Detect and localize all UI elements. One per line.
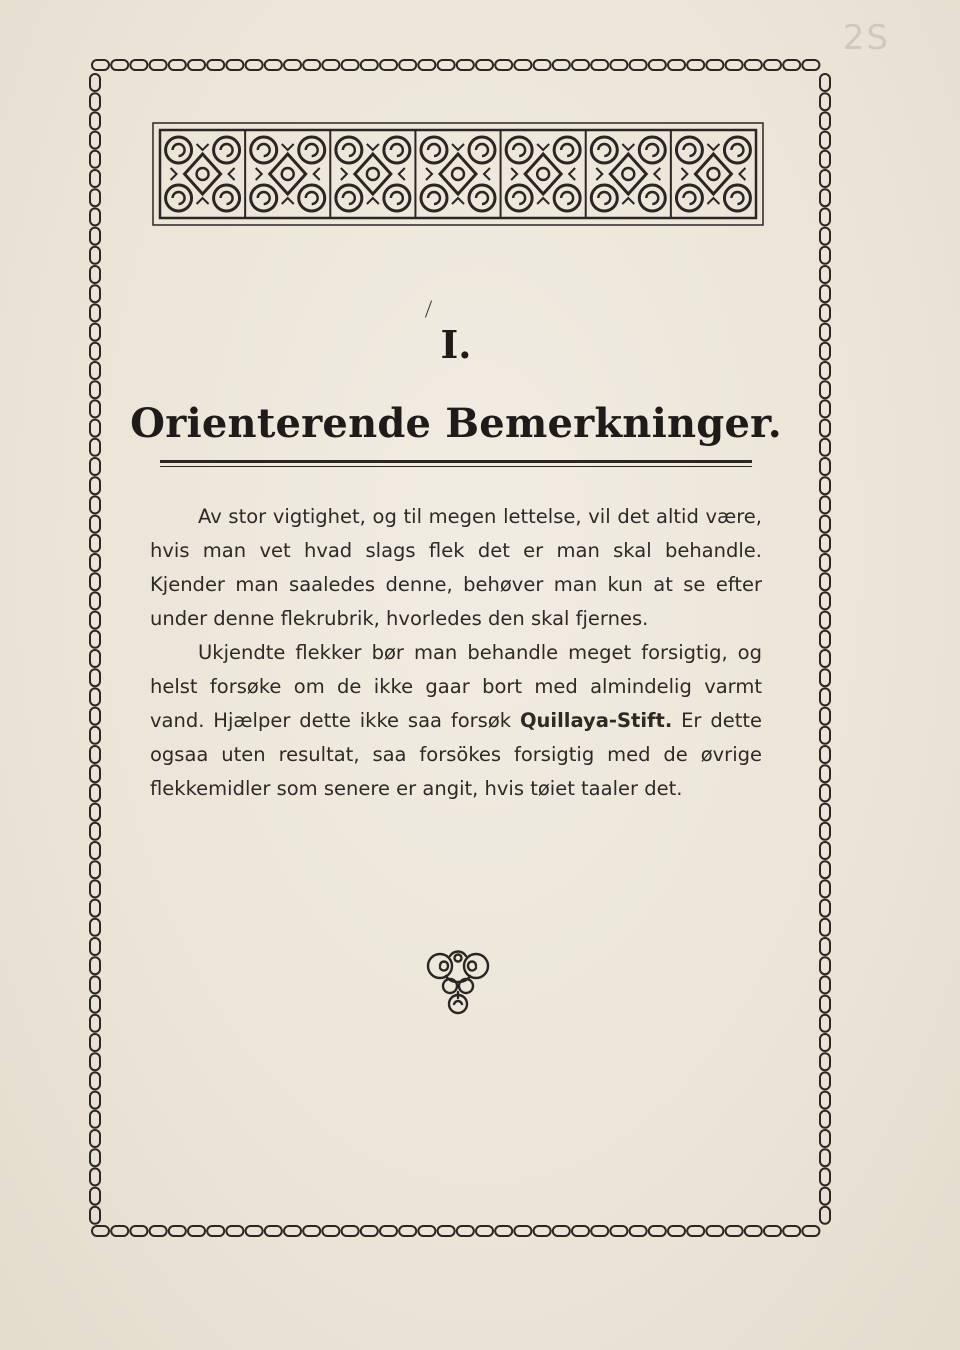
chain-link <box>820 151 830 168</box>
chain-link <box>783 60 800 70</box>
chain-link <box>90 189 100 206</box>
chain-link <box>90 208 100 225</box>
chain-link <box>130 60 147 70</box>
chain-link <box>90 823 100 840</box>
chain-link <box>380 1226 397 1236</box>
chain-link <box>820 1149 830 1166</box>
chain-link <box>90 804 100 821</box>
chain-link <box>90 650 100 667</box>
chain-link <box>820 650 830 667</box>
chain-link <box>90 592 100 609</box>
chain-link <box>90 746 100 763</box>
chain-link <box>726 60 743 70</box>
chain-link <box>90 93 100 110</box>
chain-link <box>820 996 830 1013</box>
chain-link <box>630 1226 647 1236</box>
chapter-title: Orienterende Bemerkninger. <box>130 400 782 447</box>
chain-link <box>457 60 474 70</box>
chain-link <box>820 592 830 609</box>
body-text <box>150 500 762 806</box>
chain-link <box>90 1111 100 1128</box>
chain-link <box>90 266 100 283</box>
paragraph-1: Av stor vigtighet, og til megen lettelse, vil det altid være, hvis man vet hvad slags flek det er man skal behandle. Kjender man saaledes denne, behøver man kun at se efter under denne flekrubrik, hvorledes den skal fjernes. <box>150 505 762 630</box>
chain-link <box>820 132 830 149</box>
chain-link <box>90 458 100 475</box>
chain-link <box>495 1226 512 1236</box>
chain-link <box>342 1226 359 1236</box>
paragraph-2-tail: Er dette ogsaa uten resultat, saa forsökes forsigtig med de øvrige flekkemidler som senere er angit, hvis tøiet taaler det. <box>150 709 762 800</box>
knot-tile <box>506 137 580 211</box>
chain-link <box>820 189 830 206</box>
chain-link <box>495 60 512 70</box>
chain-link <box>649 60 666 70</box>
chain-link <box>820 573 830 590</box>
chain-link <box>783 1226 800 1236</box>
chain-link <box>90 1149 100 1166</box>
chain-link <box>630 60 647 70</box>
chain-link <box>90 516 100 533</box>
chain-link <box>438 1226 455 1236</box>
chain-link <box>90 1072 100 1089</box>
chain-link <box>820 1015 830 1032</box>
chain-link <box>130 1226 147 1236</box>
chain-link <box>820 285 830 302</box>
chain-link <box>820 1072 830 1089</box>
chain-link <box>820 516 830 533</box>
chain-link <box>820 1168 830 1185</box>
chain-link <box>820 304 830 321</box>
chain-link <box>820 784 830 801</box>
chain-link <box>820 458 830 475</box>
chain-link <box>90 74 100 91</box>
chain-link <box>90 132 100 149</box>
chain-link <box>418 1226 435 1236</box>
chain-link <box>572 1226 589 1236</box>
chain-link <box>92 60 109 70</box>
chain-link <box>820 112 830 129</box>
chain-link <box>90 170 100 187</box>
chain-link <box>90 957 100 974</box>
chain-link <box>820 688 830 705</box>
chain-link <box>820 631 830 648</box>
chain-link <box>111 60 128 70</box>
chain-link <box>820 727 830 744</box>
chain-link <box>820 900 830 917</box>
knotwork-ornament-band <box>152 122 764 226</box>
chain-link <box>90 976 100 993</box>
chain-link <box>726 1226 743 1236</box>
chain-link <box>111 1226 128 1236</box>
chain-link <box>265 1226 282 1236</box>
chain-link <box>90 1053 100 1070</box>
chain-link <box>820 842 830 859</box>
chain-link <box>207 1226 224 1236</box>
chain-link <box>265 60 282 70</box>
band-inner-border <box>160 130 756 218</box>
chain-link <box>90 1188 100 1205</box>
knot-tile <box>676 137 750 211</box>
knot-tile <box>166 137 240 211</box>
chain-link <box>820 1092 830 1109</box>
chain-link <box>90 1015 100 1032</box>
chain-link <box>457 1226 474 1236</box>
chain-link <box>820 880 830 897</box>
chain-link <box>820 93 830 110</box>
chain-link <box>92 1226 109 1236</box>
chain-link <box>90 631 100 648</box>
chain-link <box>303 1226 320 1236</box>
chain-link <box>90 784 100 801</box>
chain-link <box>90 688 100 705</box>
knot-tile <box>251 137 325 211</box>
chain-link <box>284 60 301 70</box>
chain-link <box>342 60 359 70</box>
chain-link <box>687 60 704 70</box>
chain-link <box>764 1226 781 1236</box>
chain-link <box>207 60 224 70</box>
chain-link <box>820 746 830 763</box>
chain-link <box>90 1034 100 1051</box>
chain-link <box>90 765 100 782</box>
chain-link <box>820 804 830 821</box>
chain-link <box>687 1226 704 1236</box>
chain-link <box>820 765 830 782</box>
paragraph-2-lead: Ukjendte flekker bør man behandle meget forsigtig, og helst forsøke om de ikke gaar bort med almindelig varmt vand. Hjælper dette ikke saa forsøk <box>150 641 762 732</box>
chain-link <box>591 1226 608 1236</box>
chain-link <box>476 1226 493 1236</box>
chain-link <box>820 554 830 571</box>
chain-link <box>90 554 100 571</box>
chain-link <box>90 112 100 129</box>
chain-link <box>284 1226 301 1236</box>
chain-link <box>90 1207 100 1224</box>
knot-tile <box>591 137 665 211</box>
chain-link <box>553 60 570 70</box>
chain-link <box>820 247 830 264</box>
chain-link <box>322 60 339 70</box>
chain-link <box>668 1226 685 1236</box>
chain-link <box>90 151 100 168</box>
chain-link <box>188 60 205 70</box>
title-rule-thick <box>160 460 752 463</box>
chain-link <box>90 573 100 590</box>
chain-link <box>169 1226 186 1236</box>
chain-link <box>399 1226 416 1236</box>
chain-link <box>820 976 830 993</box>
chain-link <box>90 861 100 878</box>
chain-link <box>820 612 830 629</box>
chapter-numeral: I. <box>440 322 472 367</box>
chain-link <box>820 228 830 245</box>
chain-link <box>820 1111 830 1128</box>
chain-link <box>90 247 100 264</box>
chain-link <box>591 60 608 70</box>
chain-link <box>188 1226 205 1236</box>
chain-link <box>90 669 100 686</box>
chain-link <box>820 669 830 686</box>
chain-link <box>610 60 627 70</box>
chain-link <box>90 1092 100 1109</box>
chain-link <box>438 60 455 70</box>
chain-link <box>820 208 830 225</box>
chain-link <box>820 170 830 187</box>
chain-link <box>150 1226 167 1236</box>
chain-link <box>90 535 100 552</box>
chain-link <box>820 266 830 283</box>
chain-link <box>534 60 551 70</box>
chain-link <box>361 60 378 70</box>
chain-link <box>706 60 723 70</box>
chain-link <box>514 1226 531 1236</box>
chain-link <box>90 996 100 1013</box>
chain-link <box>745 1226 762 1236</box>
chain-link <box>820 1207 830 1224</box>
knot-tile <box>421 137 495 211</box>
chain-link <box>820 74 830 91</box>
chain-link <box>820 919 830 936</box>
chain-link <box>90 381 100 398</box>
chain-link <box>90 228 100 245</box>
chain-link <box>802 60 819 70</box>
chain-link <box>649 1226 666 1236</box>
chain-link <box>820 1053 830 1070</box>
chain-link <box>246 60 263 70</box>
chain-link <box>90 285 100 302</box>
chain-link <box>150 60 167 70</box>
chain-link <box>169 60 186 70</box>
chain-link <box>820 1034 830 1051</box>
chain-link <box>820 823 830 840</box>
chain-link <box>668 60 685 70</box>
chain-link <box>90 842 100 859</box>
product-name-bold: Quillaya-Stift. <box>519 709 673 732</box>
chain-link <box>226 1226 243 1236</box>
chain-link <box>802 1226 819 1236</box>
chain-link <box>514 60 531 70</box>
paragraph-2 <box>150 636 762 806</box>
chain-link <box>820 1188 830 1205</box>
chain-link <box>90 938 100 955</box>
chain-link <box>361 1226 378 1236</box>
chain-link <box>534 1226 551 1236</box>
chain-link <box>553 1226 570 1236</box>
chain-link <box>90 304 100 321</box>
chain-link <box>90 880 100 897</box>
chain-link <box>820 957 830 974</box>
knot-tile <box>336 137 410 211</box>
chain-link <box>380 60 397 70</box>
chain-link <box>322 1226 339 1236</box>
chain-link <box>745 60 762 70</box>
chain-link <box>820 938 830 955</box>
corner-pencil-note: 2S <box>842 18 890 58</box>
chain-link <box>764 60 781 70</box>
chain-link <box>90 1168 100 1185</box>
chain-link <box>90 919 100 936</box>
chain-link <box>418 60 435 70</box>
chain-link <box>820 496 830 513</box>
title-rule-thin <box>160 466 752 467</box>
floral-flourish-icon <box>422 946 494 1020</box>
chain-link <box>610 1226 627 1236</box>
chain-link <box>820 708 830 725</box>
chain-link <box>572 60 589 70</box>
chain-link <box>90 900 100 917</box>
chain-link <box>90 612 100 629</box>
chain-link <box>246 1226 263 1236</box>
chain-link <box>226 60 243 70</box>
chain-link <box>303 60 320 70</box>
chain-link <box>90 727 100 744</box>
chain-link <box>90 496 100 513</box>
chain-link <box>706 1226 723 1236</box>
chain-link <box>90 477 100 494</box>
chain-link <box>476 60 493 70</box>
chain-link <box>820 861 830 878</box>
chain-link <box>820 381 830 398</box>
chain-link <box>820 477 830 494</box>
chain-link <box>820 1130 830 1147</box>
chain-link <box>820 535 830 552</box>
chain-link <box>90 1130 100 1147</box>
chain-link <box>399 60 416 70</box>
chain-link <box>90 708 100 725</box>
